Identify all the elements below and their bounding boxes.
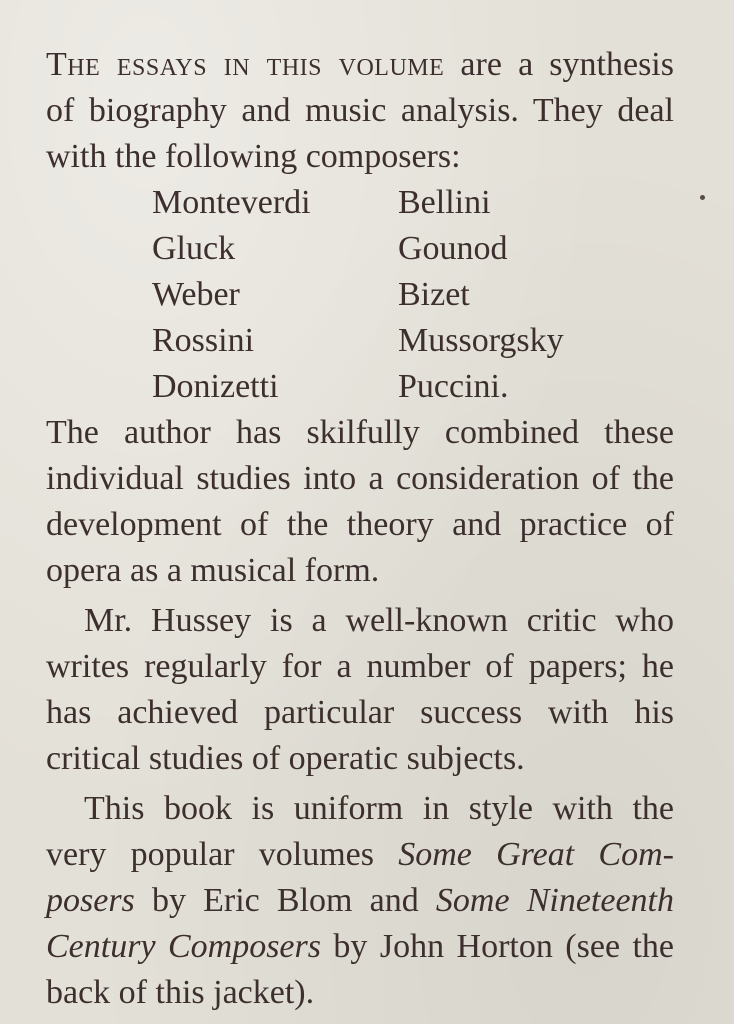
intro-lead-smallcaps: The essays in this volume [46,46,445,83]
author-bio-paragraph [46,598,674,782]
paragraph-line: has achieved particular success with his [46,694,674,731]
series-paragraph [46,786,674,1016]
intro-line-3: with the following composers: [46,138,461,175]
paragraph-line: back of this jacket). [46,974,315,1011]
author-approach-paragraph [46,410,674,594]
intro-line-2: of biography and music analysis. They deal [46,92,674,129]
book-title-part: posers [46,882,135,919]
paragraph-line: critical studies of operatic subjects. [46,740,525,777]
composer-list [152,180,674,410]
composer-name: Monteverdi [152,184,311,221]
text-run: by John Horton (see the [321,928,675,965]
book-title-part: Century Composers [46,928,321,965]
text-run: very popular volumes [46,836,399,873]
paragraph-line: The author has skilfully combined these [46,414,674,451]
text-run: by Eric Blom and [134,882,436,919]
composer-name: Gluck [152,230,236,267]
book-title-part: Some Great Com- [398,836,674,873]
composer-name: Bizet [398,276,470,313]
paragraph-line: development of the theory and practice of [46,506,674,543]
paragraph-line: writes regularly for a number of papers; he [46,648,674,685]
composer-name: Puccini. [398,368,509,405]
jacket-text [46,42,674,1016]
paragraph-line: opera as a musical form. [46,552,380,589]
paragraph-line: individual studies into a consideration of the [46,460,674,497]
composer-name: Rossini [152,322,255,359]
intro-paragraph [46,42,674,180]
paragraph-line: This book is uniform in style with the [84,790,674,827]
paper-speck [700,195,705,200]
book-title-part: Some Nineteenth [435,882,675,919]
paragraph-line: Mr. Hussey is a well-known critic who [84,602,674,639]
composer-name: Weber [152,276,240,313]
intro-line-1-rest: are a synthesis [444,46,674,83]
composer-name: Bellini [398,184,491,221]
paragraph-line [46,878,674,924]
paragraph-line [46,832,674,878]
composer-name: Gounod [398,230,508,267]
paragraph-line [46,924,674,970]
composer-name: Donizetti [152,368,279,405]
intro-line-1 [46,42,674,88]
composer-name: Mussorgsky [398,322,564,359]
